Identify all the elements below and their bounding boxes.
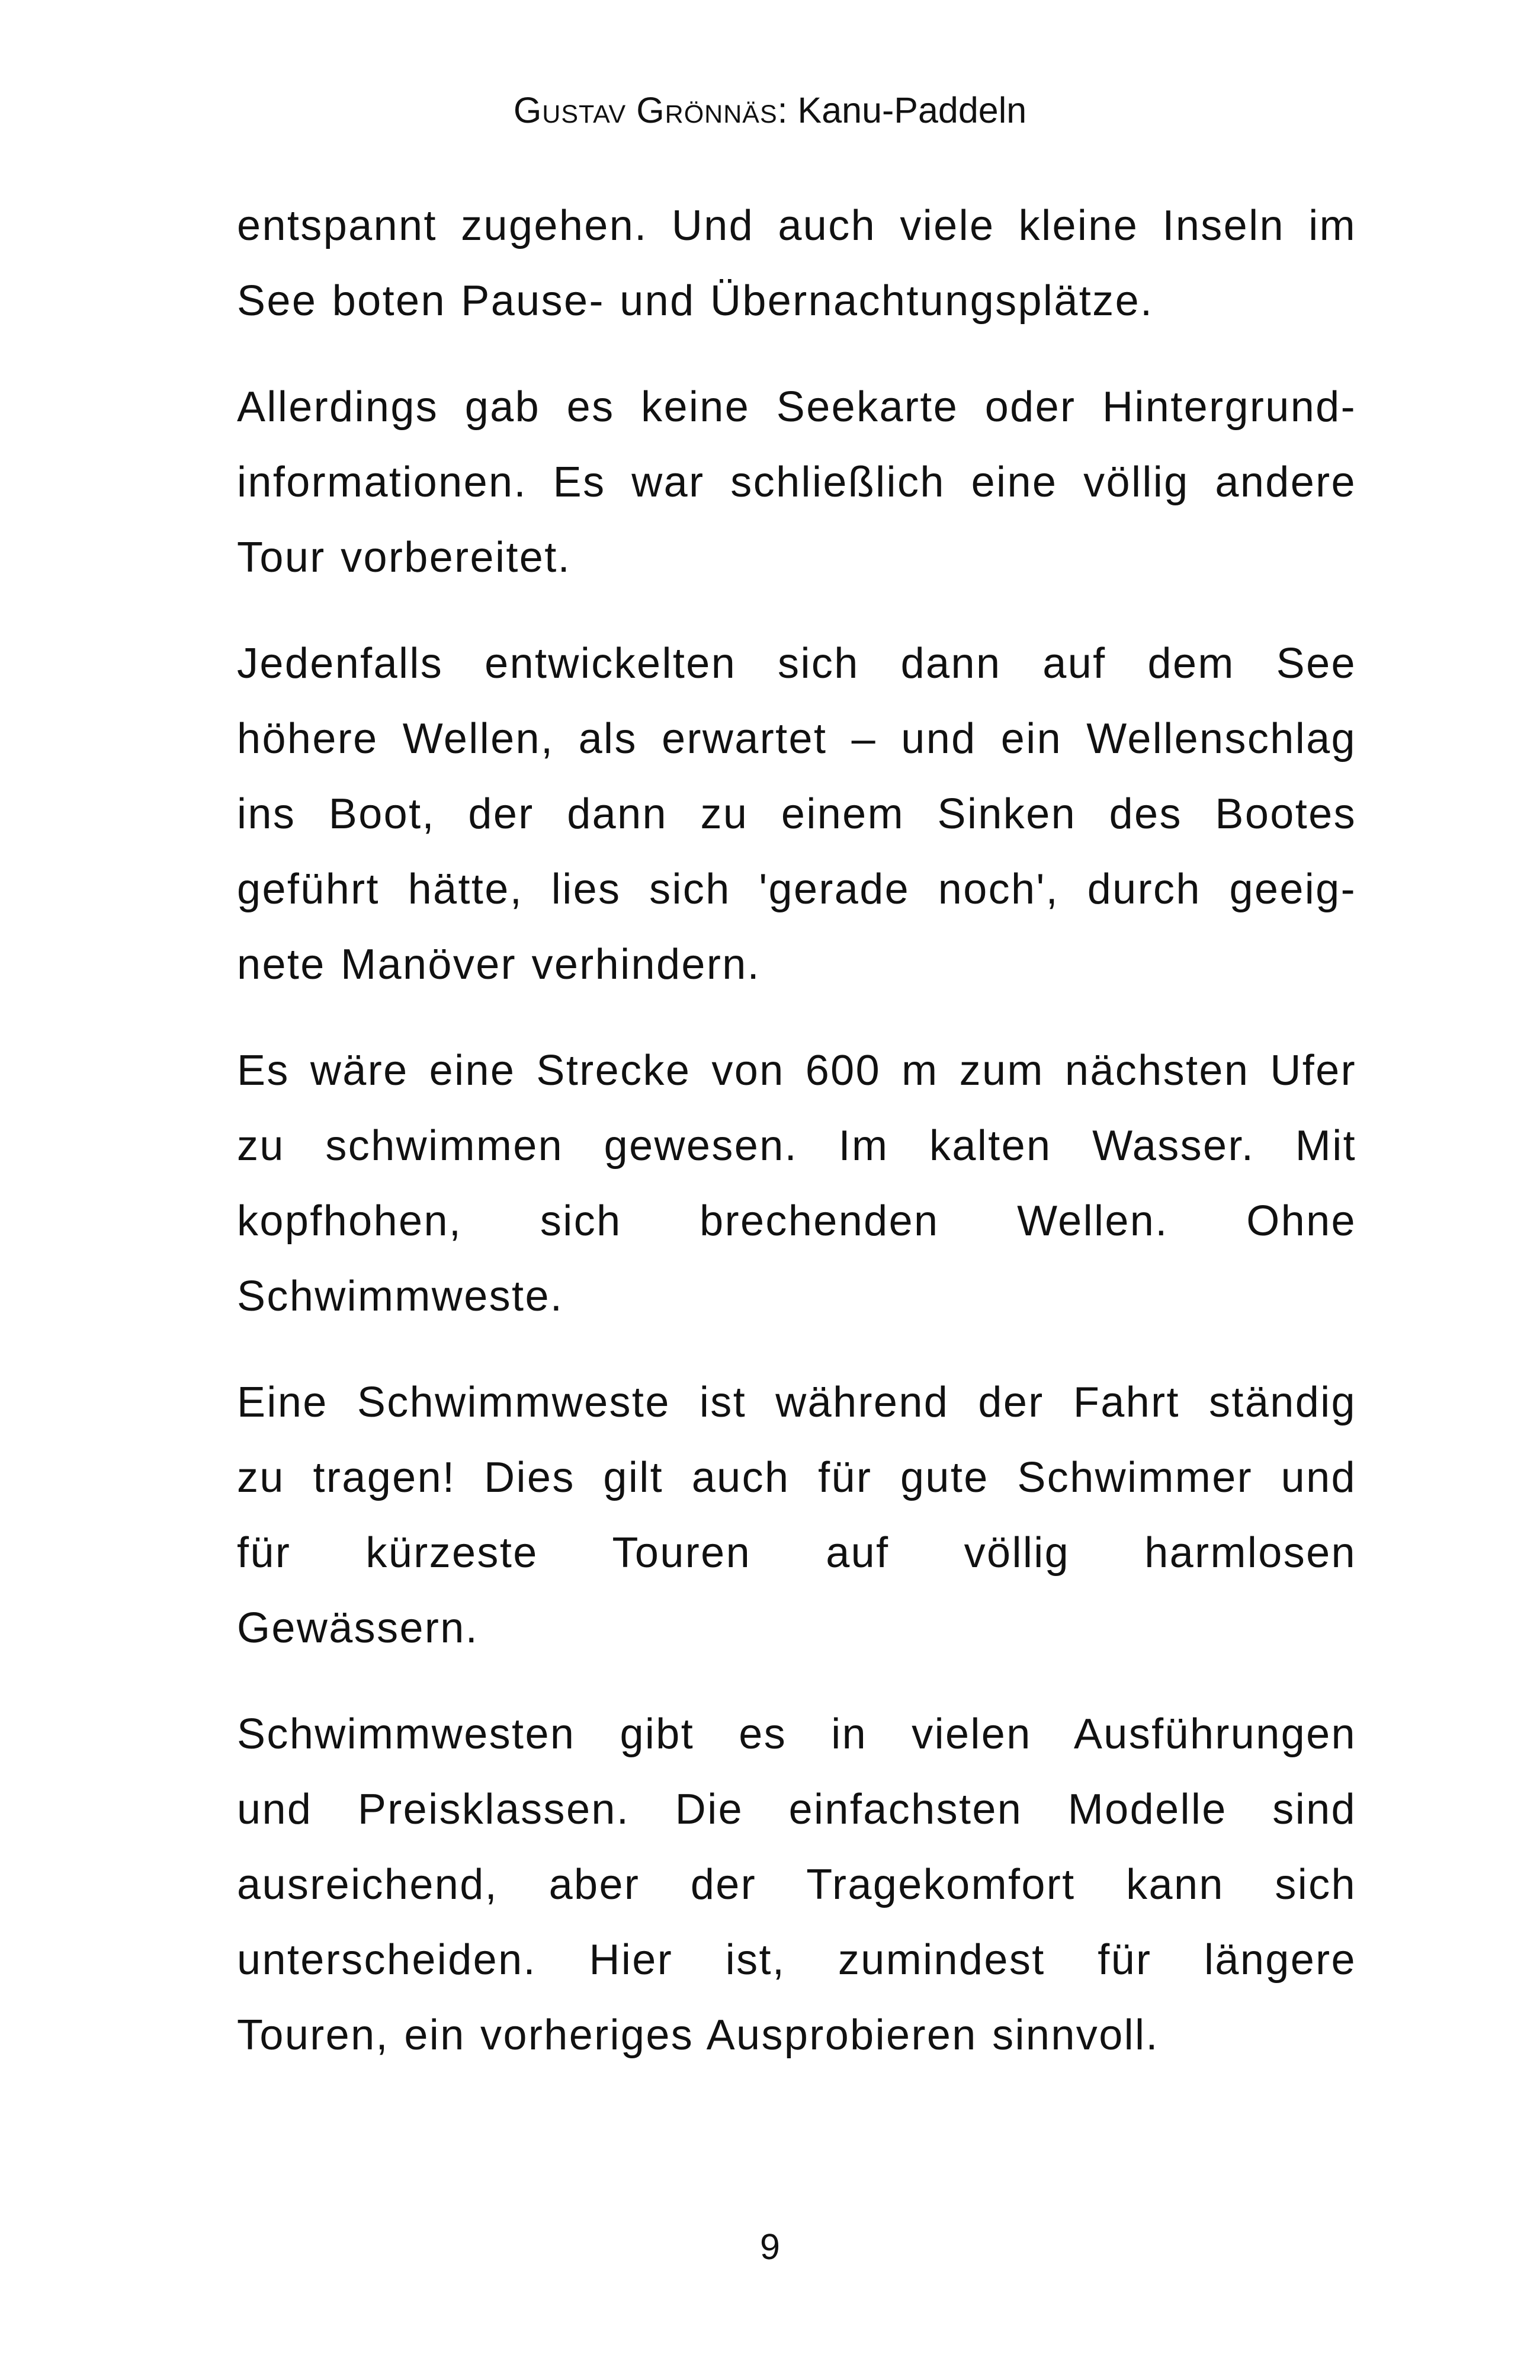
text-line: Jedenfalls entwickelten sich dann auf dem See xyxy=(237,640,1356,687)
text-line: Tour vorbereitet. xyxy=(237,534,572,581)
text-line: Touren, ein vorheriges Ausprobieren sinnvoll. xyxy=(237,2011,1159,2059)
text-line: und Preisklassen. Die einfachsten Modelle sind xyxy=(237,1786,1356,1833)
text-line: zu schwimmen gewesen. Im kalten Wasser. Mit xyxy=(237,1122,1356,1170)
body-text xyxy=(237,188,1356,2104)
text-line: zu tragen! Dies gilt auch für gute Schwimmer und xyxy=(237,1454,1356,1501)
paragraph xyxy=(237,1365,1356,1666)
text-line: unterscheiden. Hier ist, zumindest für längere xyxy=(237,1936,1356,1984)
paragraph xyxy=(237,1697,1356,2073)
book-title: Kanu-Paddeln xyxy=(797,90,1027,130)
text-line: für kürzeste Touren auf völlig harmlosen xyxy=(237,1529,1356,1577)
text-line: See boten Pause- und Übernachtungsplätze. xyxy=(237,277,1154,325)
text-line: Allerdings gab es keine Seekarte oder Hintergrund- xyxy=(237,383,1356,431)
text-line: Schwimmwesten gibt es in vielen Ausführungen xyxy=(237,1710,1356,1758)
text-line: Es wäre eine Strecke von 600 m zum nächsten Ufer xyxy=(237,1047,1356,1094)
text-line: Schwimmweste. xyxy=(237,1273,564,1320)
paragraph xyxy=(237,1033,1356,1334)
text-line: höhere Wellen, als erwartet – und ein Wellenschlag xyxy=(237,715,1356,763)
text-line: Gewässern. xyxy=(237,1604,479,1652)
text-line: ausreichend, aber der Tragekomfort kann sich xyxy=(237,1861,1356,1908)
paragraph xyxy=(237,188,1356,339)
text-line: ins Boot, der dann zu einem Sinken des Bootes xyxy=(237,790,1356,838)
header-separator: : xyxy=(777,90,788,130)
text-line: informationen. Es war schließlich eine völlig andere xyxy=(237,459,1356,506)
page-number: 9 xyxy=(760,2227,780,2267)
paragraph xyxy=(237,626,1356,1002)
author-first-name: Gustav xyxy=(513,90,627,130)
paragraph xyxy=(237,370,1356,595)
text-line: kopfhohen, sich brechenden Wellen. Ohne xyxy=(237,1197,1356,1245)
text-line: geführt hätte, lies sich 'gerade noch', durch geeig- xyxy=(237,866,1356,913)
text-line: Eine Schwimmweste ist während der Fahrt ständig xyxy=(237,1379,1356,1426)
text-line: nete Manöver verhindern. xyxy=(237,941,761,988)
running-header xyxy=(0,87,1540,134)
text-line: entspannt zugehen. Und auch viele kleine Inseln im xyxy=(237,202,1356,249)
author-last-name: Grönnäs xyxy=(636,90,778,130)
